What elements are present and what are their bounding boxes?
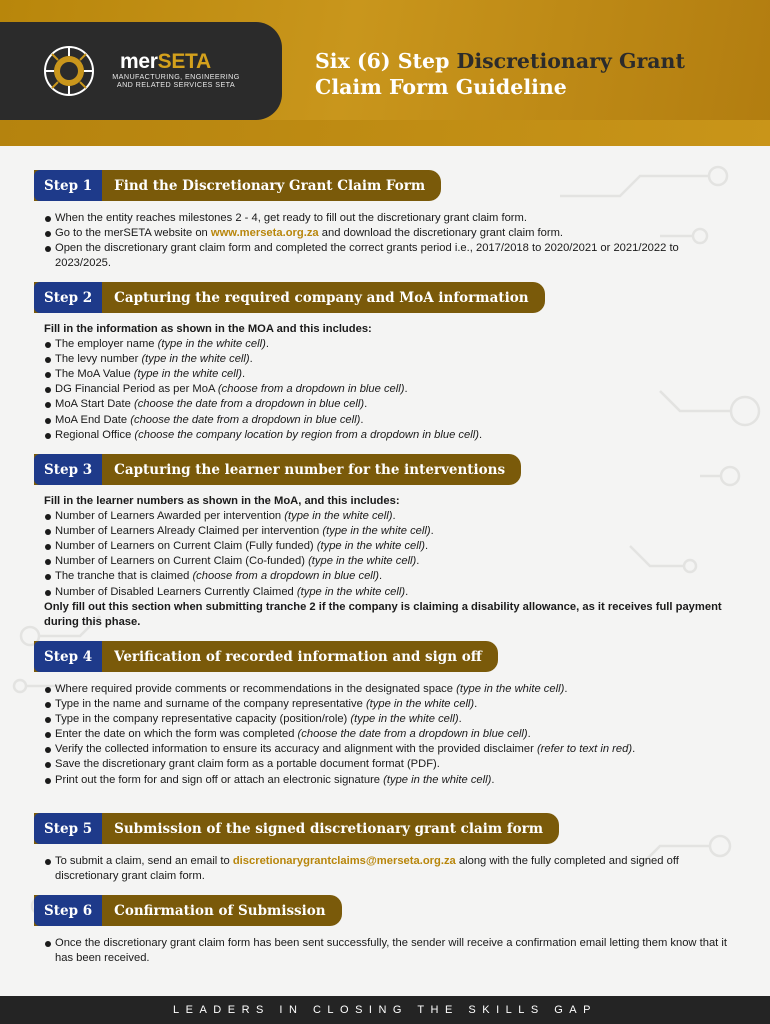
step-6-content: [44, 936, 734, 966]
merseta-logo-icon: [42, 44, 96, 98]
website-link[interactable]: www.merseta.org.za: [210, 227, 319, 240]
step-3-outro: Only fill out this section when submitting tranche 2 if the company is claiming a disability allowance, as it receives full payment during this phase.: [44, 600, 722, 628]
step-4-content: [44, 682, 734, 788]
list-item: Regional Office (choose the company location by region from a dropdown in blue cell).: [44, 428, 734, 443]
list-item: The MoA Value (type in the white cell).: [44, 367, 734, 382]
step-3-tag: Step 3: [34, 454, 102, 485]
step-1-header: [34, 170, 441, 201]
logo-subtitle: MANUFACTURING, ENGINEERING AND RELATED SERVICES SETA: [112, 72, 240, 89]
list-item: When the entity reaches milestones 2 - 4, get ready to fill out the discretionary grant claim form.: [44, 211, 734, 226]
footer-tagline: LEADERS IN CLOSING THE SKILLS GAP: [173, 1004, 597, 1016]
list-item: The tranche that is claimed (choose from a dropdown in blue cell).: [44, 569, 734, 584]
list-item: DG Financial Period as per MoA (choose from a dropdown in blue cell).: [44, 382, 734, 397]
list-item: Go to the merSETA website on www.merseta.org.za and download the discretionary grant claim form.: [44, 226, 734, 241]
step-5-tag: Step 5: [34, 813, 102, 844]
step-2-content: [44, 322, 734, 443]
step-1-content: [44, 211, 734, 271]
list-item: Number of Learners on Current Claim (Fully funded) (type in the white cell).: [44, 539, 734, 554]
footer-banner: [0, 996, 770, 1024]
step-3-content: [44, 494, 734, 630]
step-4-header: [34, 641, 498, 672]
list-item: Number of Learners Awarded per intervention (type in the white cell).: [44, 509, 734, 524]
step-6-tag: Step 6: [34, 895, 102, 926]
list-item: Open the discretionary grant claim form and completed the correct grants period i.e., 2017/2018 to 2020/2021 or 2021/2022 to 2023/2025.: [44, 241, 734, 271]
list-item: To submit a claim, send an email to discretionarygrantclaims@merseta.org.za along with the fully completed and signed off discretionary grant claim form.: [44, 854, 734, 884]
step-1-tag: Step 1: [34, 170, 102, 201]
step-2-header: [34, 282, 545, 313]
list-item: Enter the date on which the form was completed (choose the date from a dropdown in blue cell).: [44, 727, 734, 742]
step-2-title: Capturing the required company and MoA information: [114, 289, 529, 306]
list-item: Number of Learners Already Claimed per intervention (type in the white cell).: [44, 524, 734, 539]
list-item: Number of Learners on Current Claim (Co-funded) (type in the white cell).: [44, 554, 734, 569]
step-5-header: [34, 813, 559, 844]
list-item: The levy number (type in the white cell).: [44, 352, 734, 367]
list-item: Save the discretionary grant claim form as a portable document format (PDF).: [44, 757, 734, 772]
step-2-intro: Fill in the information as shown in the MOA and this includes:: [44, 323, 372, 335]
step-6-header: [34, 895, 342, 926]
list-item: The employer name (type in the white cell).: [44, 337, 734, 352]
step-5-title: Submission of the signed discretionary grant claim form: [114, 820, 544, 837]
list-item: MoA End Date (choose the date from a dropdown in blue cell).: [44, 413, 734, 428]
list-item: Once the discretionary grant claim form has been sent successfully, the sender will receive a confirmation email letting them know that it has been received.: [44, 936, 734, 966]
header-banner: [0, 0, 770, 146]
list-item: Type in the name and surname of the company representative (type in the white cell).: [44, 697, 734, 712]
list-item: Print out the form for and sign off or attach an electronic signature (type in the white cell).: [44, 773, 734, 788]
step-3-title: Capturing the learner number for the interventions: [114, 461, 506, 478]
step-6-title: Confirmation of Submission: [114, 902, 326, 919]
email-link[interactable]: discretionarygrantclaims@merseta.org.za: [232, 855, 456, 867]
step-5-content: [44, 854, 734, 884]
step-4-title: Verification of recorded information and sign off: [114, 648, 482, 665]
page-title: Six (6) Step Discretionary Grant Claim Form Guideline: [315, 49, 685, 99]
list-item: Number of Disabled Learners Currently Claimed (type in the white cell).: [44, 585, 734, 600]
list-item: Type in the company representative capacity (position/role) (type in the white cell).: [44, 712, 734, 727]
step-4-tag: Step 4: [34, 641, 102, 672]
logo-name: merSETA: [120, 50, 211, 73]
step-2-tag: Step 2: [34, 282, 102, 313]
step-1-title: Find the Discretionary Grant Claim Form: [114, 177, 426, 194]
header-strip: [0, 120, 770, 146]
list-item: Verify the collected information to ensure its accuracy and alignment with the provided disclaimer (refer to text in red).: [44, 742, 734, 757]
list-item: Where required provide comments or recommendations in the designated space (type in the white cell).: [44, 682, 734, 697]
step-3-header: [34, 454, 521, 485]
list-item: MoA Start Date (choose the date from a dropdown in blue cell).: [44, 397, 734, 412]
step-3-intro: Fill in the learner numbers as shown in the MoA, and this includes:: [44, 495, 400, 507]
